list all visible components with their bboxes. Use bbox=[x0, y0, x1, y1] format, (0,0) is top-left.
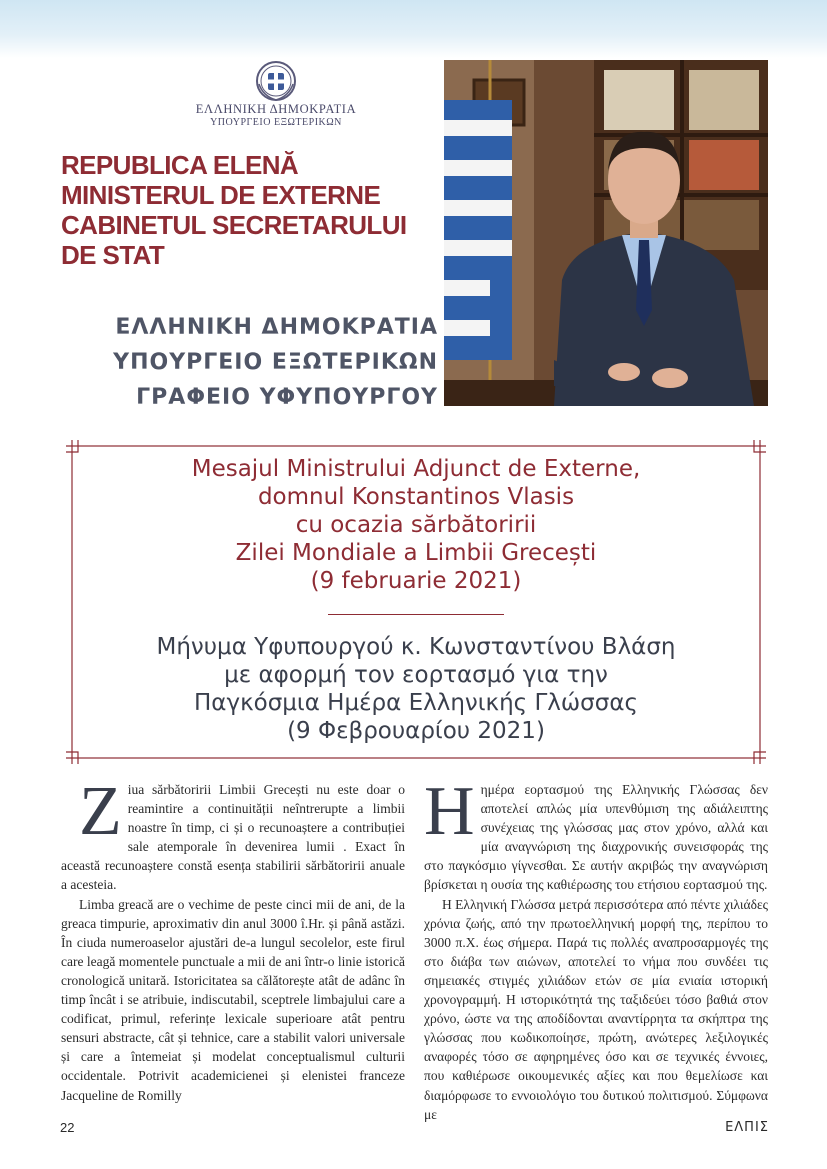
gr-header-line: ΓΡΑΦΕΙΟ ΥΦΥΠΟΥΡΓΟΥ bbox=[136, 385, 438, 410]
body-paragraph bbox=[61, 773, 405, 895]
ro-header-line: CABINETUL SECRETARULUI bbox=[61, 210, 407, 240]
magazine-name: ΕΛΠΙΣ bbox=[725, 1120, 769, 1135]
title-ro-line: cu ocazia sărbătoririi bbox=[295, 512, 537, 538]
body-paragraph bbox=[424, 773, 768, 895]
paragraph-text: iua sărbătoririi Limbii Grecești nu este doar o reamintire a continuității neîntrerupte a limbii noastre în timp, ci și o recunoaștere a contribuției sale atemporale în devenirea lumii . Exact în această recunoaștere constă esența stabilirii sărbătoririi anuale a acesteia. bbox=[61, 782, 405, 893]
romanian-header bbox=[61, 150, 441, 270]
body-paragraph: Limba greacă are o vechime de peste cinci mii de ani, de la greaca timpurie, aproximativ din anul 3000 î.Hr. și până astăzi. În ciuda numeroaselor ajustări de-a lungul secolelor, este firul care leagă momentele punctuale a mii de ani într-o linie istorică cronologică unitară. Istoricitatea sa călătorește atât de adânc în timp încât i se atribuie, indiscutabil, sceptrele limbajului care a codificat, primul, referințe lexicale superioare atât pentru sensuri abstracte, cât și tehnice, care a stabilit valori universale și care a întemeiat și modelat conceptualismul culturii occidentale. Potrivit academicienei și elenistei franceze Jacqueline de Romilly bbox=[61, 896, 405, 1103]
romanian-title bbox=[66, 455, 766, 595]
ro-header-line: DE STAT bbox=[61, 240, 165, 270]
hellenic-republic-emblem-icon bbox=[255, 60, 297, 102]
greek-body-column bbox=[424, 773, 768, 1124]
romanian-body-column bbox=[61, 773, 405, 1105]
ro-header-line: REPUBLICA ELENĂ bbox=[61, 150, 299, 180]
title-gr-line: με αφορμή τον εορτασμό για την bbox=[224, 662, 608, 688]
title-ro-line: Mesajul Ministrului Adjunct de Externe, bbox=[191, 456, 641, 482]
title-ro-line: (9 februarie 2021) bbox=[310, 568, 522, 594]
ro-header-line: MINISTERUL DE EXTERNE bbox=[61, 180, 381, 210]
title-ro-line: Zilei Mondiale a Limbii Grecești bbox=[235, 540, 597, 566]
page-number: 22 bbox=[60, 1120, 75, 1135]
title-gr-line: Παγκόσμια Ημέρα Ελληνικής Γλώσσας bbox=[194, 690, 638, 716]
drop-cap: Z bbox=[79, 773, 122, 850]
greek-header bbox=[40, 310, 438, 415]
title-divider bbox=[328, 614, 504, 615]
emblem-republic-text: ΕΛΛΗΝΙΚΗ ΔΗΜΟΚΡΑΤΙΑ bbox=[195, 102, 357, 116]
title-gr-line: Μήνυμα Υφυπουργού κ. Κωνσταντίνου Βλάση bbox=[156, 634, 676, 660]
paragraph-text: ημέρα εορτασμού της Ελληνικής Γλώσσας δεν αποτελεί απλώς μία υπενθύμιση της αδιάλειπτης συνέχειας της γλώσσας μας στον χρόνο, αλλά και μία αναγνώριση της διαχρονικής συνεισφοράς της στο παγκόσμιο γίγνεσθαι. Σε αυτήν ακριβώς την αναγνώριση βρίσκεται η ουσία της καθιέρωσης του ετήσιου εορτασμού της. bbox=[424, 782, 768, 893]
minister-portrait-photo bbox=[444, 60, 768, 406]
article-title-frame bbox=[66, 440, 766, 764]
greek-title bbox=[66, 633, 766, 745]
title-gr-line: (9 Φεβρουαρίου 2021) bbox=[287, 718, 545, 744]
title-ro-line: domnul Konstantinos Vlasis bbox=[257, 484, 575, 510]
top-gradient-band bbox=[0, 0, 827, 58]
ministry-emblem-block bbox=[176, 60, 376, 128]
emblem-ministry-text: ΥΠΟΥΡΓΕΙΟ ΕΞΩΤΕΡΙΚΩΝ bbox=[210, 117, 342, 128]
body-paragraph: Η Ελληνική Γλώσσα μετρά περισσότερα από πέντε χιλιάδες χρόνια ζωής, από την πρωτοελληνική μορφή της, περίπου το 3000 π.Χ. έως σήμερα. Παρά τις πολλές αναπροσαρμογές της στο διάβα των αιώνων, αποτελεί το νήμα που συνδέει τις σημειακές στιγμές χιλιάδων ετών σε μία ενιαία ιστορική χρονογραμμή. Η ιστορικότητά της ταξιδεύει τόσο βαθιά στον χρόνο, ώστε να της αποδίδονται αναντίρρητα τα σκήπτρα της γλώσσας που κωδικοποίησε, πρώτη, ανώτερες λεξιλογικές αναφορές τόσο σε αφηρημένες όσο και σε τεχνικές έννοιες, που καθιέρωσε οικουμενικές αξίες και που θεμελίωσε και διαμόρφωσε το εννοιολόγιο του δυτικού πολιτισμού. Σύμφωνα με bbox=[424, 896, 768, 1122]
gr-header-line: ΕΛΛΗΝΙΚΗ ΔΗΜΟΚΡΑΤΙΑ bbox=[115, 315, 438, 340]
gr-header-line: ΥΠΟΥΡΓΕΙΟ ΕΞΩΤΕΡΙΚΩΝ bbox=[113, 350, 438, 375]
drop-cap: Η bbox=[424, 773, 475, 850]
